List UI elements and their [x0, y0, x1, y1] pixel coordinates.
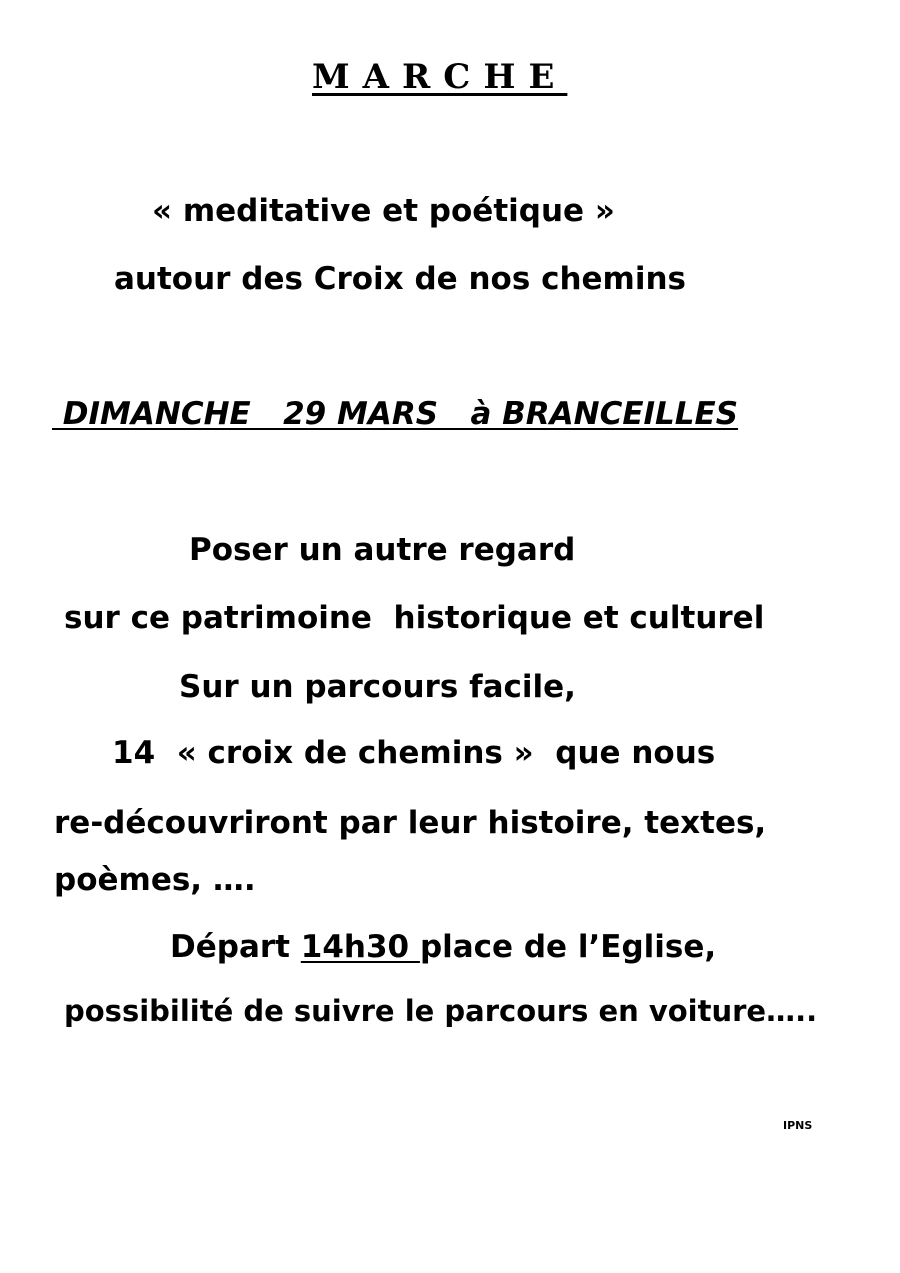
body-line-6: poèmes, …. — [54, 862, 256, 898]
subtitle-line-2: autour des Croix de nos chemins — [114, 261, 687, 297]
body-line-2: sur ce patrimoine historique et culturel — [64, 600, 765, 636]
departure-time: 14h30 — [300, 929, 420, 965]
event-date: DIMANCHE 29 MARS à BRANCEILLES — [52, 396, 739, 432]
body-line-5: re-découvriront par leur histoire, textes, — [54, 805, 767, 841]
body-line-3: Sur un parcours facile, — [179, 669, 576, 705]
body-line-4: 14 « croix de chemins » que nous — [112, 735, 716, 771]
ipns-mark: IPNS — [783, 1119, 813, 1132]
departure-line — [170, 929, 717, 965]
subtitle-line-1: « meditative et poétique » — [152, 193, 615, 229]
page-title: MARCHE — [312, 57, 568, 97]
body-line-1: Poser un autre regard — [189, 532, 576, 568]
departure-prefix: Départ — [170, 929, 301, 965]
departure-place: place de l’Eglise, — [419, 929, 717, 965]
car-option-note: possibilité de suivre le parcours en voiture….. — [64, 994, 818, 1028]
